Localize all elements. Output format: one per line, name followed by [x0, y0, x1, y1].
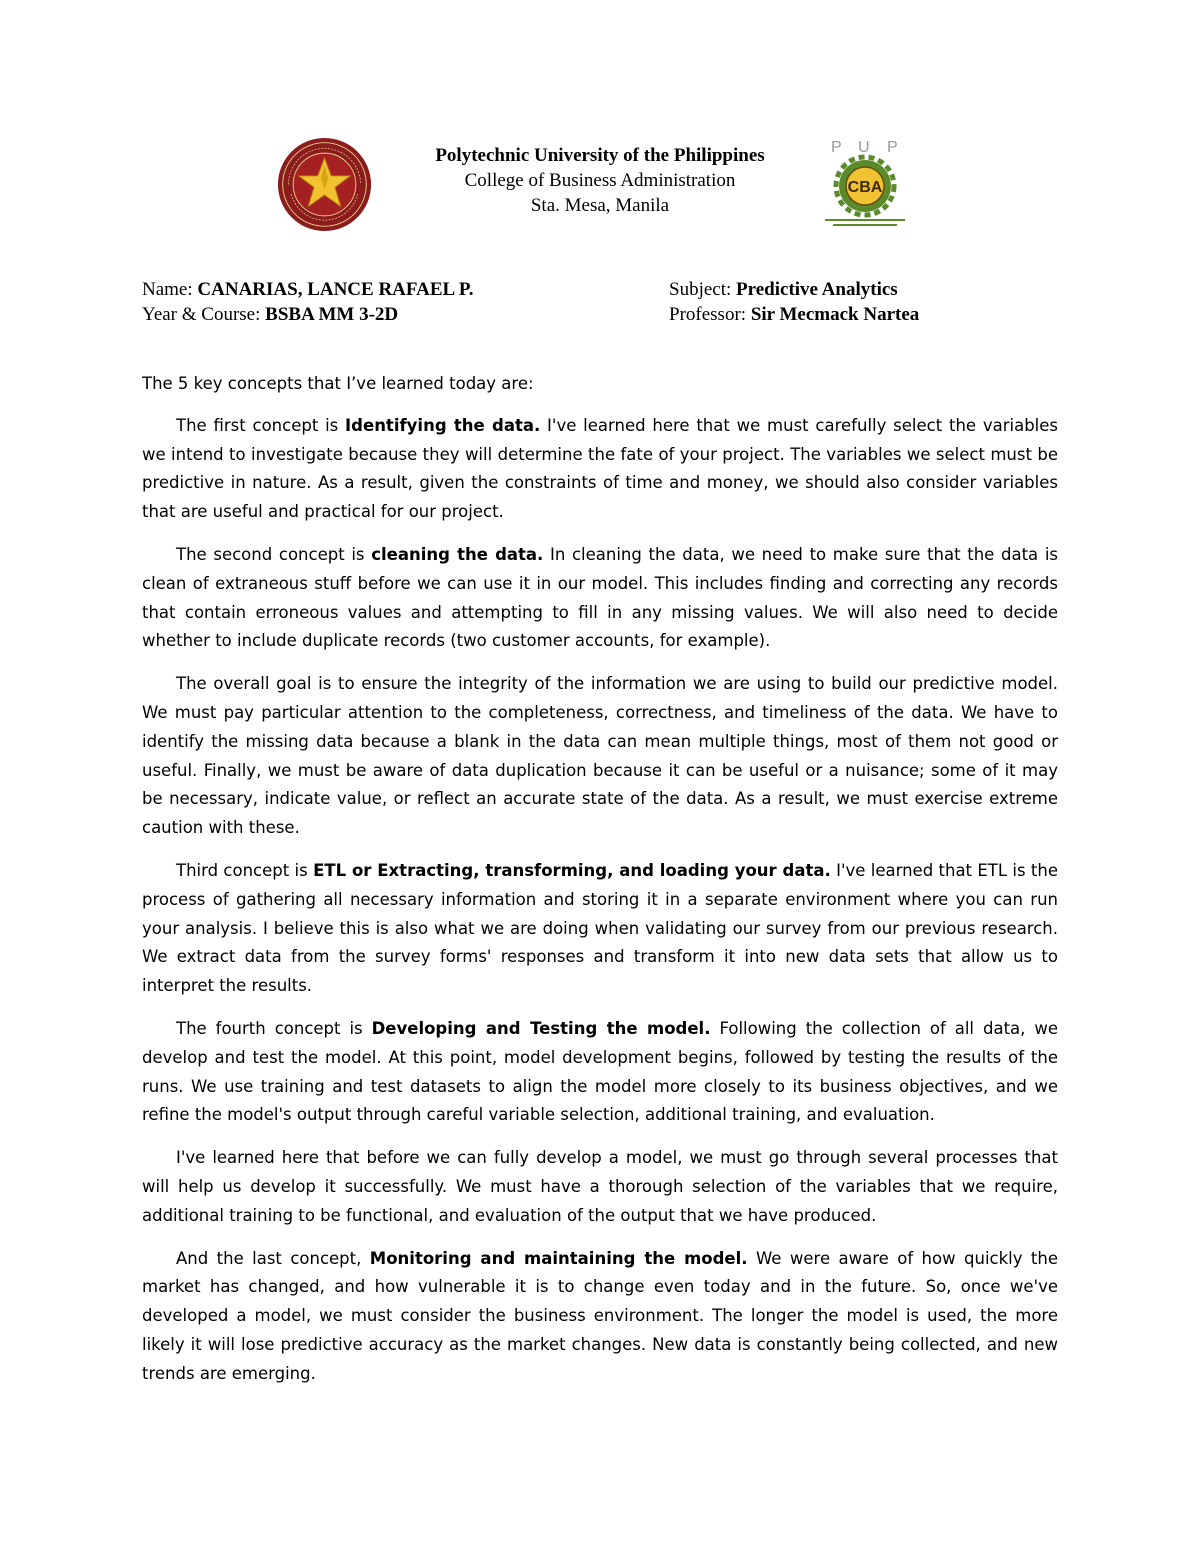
essay-body — [142, 370, 1058, 1403]
paragraph-second-concept — [142, 541, 1058, 656]
p2-concept: cleaning the data. — [371, 544, 544, 564]
p1-lead: The first concept is — [176, 415, 346, 435]
paragraph-last-concept — [142, 1245, 1058, 1389]
p2-lead: The second concept is — [176, 544, 372, 564]
intro-line: The 5 key concepts that I’ve learned today are: — [142, 374, 534, 393]
professor-line — [669, 302, 919, 327]
p1-concept: Identifying the data. — [345, 415, 541, 435]
year-course-line — [142, 302, 473, 327]
paragraph-model-processes: I've learned here that before we can fully develop a model, we must go through several processes that will help us develop it successfully. We must have a thorough selection of the variables that we require, additional training to be functional, and evaluation of the output that we have produced. — [142, 1148, 1058, 1225]
subject-label: Subject: — [669, 279, 732, 300]
year-course-value: BSBA MM 3-2D — [265, 304, 399, 325]
p5-text: Following the collection of all data, we develop and test the model. At this point, model development begins, followed by testing the results of the runs. We use training and test datasets to align the model more closely to its business objectives, and we refine the model's output through careful variable selection, additional training, and evaluation. — [142, 1018, 1059, 1125]
paragraph-third-concept — [142, 857, 1058, 1001]
p7-text: We were aware of how quickly the market has changed, and how vulnerable it is to change even today and in the future. So, once we've developed a model, we must consider the business environment. The longer the model is used, the more likely it will lose predictive accuracy as the market changes. New data is constantly being collected, and new trends are emerging. — [142, 1248, 1058, 1383]
name-line — [142, 277, 473, 302]
cba-logo — [821, 135, 909, 230]
university-name: Polytechnic University of the Philippines — [435, 145, 765, 166]
professor-value: Sir Mecmack Nartea — [750, 304, 920, 325]
subject-value: Predictive Analytics — [736, 279, 898, 300]
campus-location: Sta. Mesa, Manila — [530, 195, 670, 216]
svg-text:P: P — [831, 139, 842, 156]
p4-text: I've learned that ETL is the process of gathering all necessary information and storing it in a separate environment where you can run your analysis. I believe this is also what we are doing when validating our survey from our previous research. We extract data from the survey forms' responses and transform it into new data sets that allow us to interpret the results. — [142, 860, 1058, 996]
student-info — [142, 277, 473, 327]
year-course-label: Year & Course: — [142, 304, 261, 325]
paragraph-first-concept — [142, 412, 1058, 527]
college-name: College of Business Administration — [464, 170, 736, 191]
name-label: Name: — [142, 279, 193, 300]
p5-concept: Developing and Testing the model. — [371, 1018, 711, 1038]
professor-label: Professor: — [669, 304, 747, 325]
name-value: CANARIAS, LANCE RAFAEL P. — [197, 279, 474, 300]
p7-concept: Monitoring and maintaining the model. — [369, 1248, 748, 1268]
subject-line — [669, 277, 919, 302]
p2-text: In cleaning the data, we need to make sure that the data is clean of extraneous stuff before we can use it in our model. This includes finding and correcting any records that contain erroneous values and attempting to fill in any missing values. We will also need to decide whether to include duplicate records (two customer accounts, for example). — [142, 544, 1058, 651]
svg-text:P: P — [887, 139, 898, 156]
p5-lead: The fourth concept is — [176, 1018, 372, 1038]
svg-text:CBA: CBA — [847, 179, 883, 196]
pup-seal-logo — [277, 137, 372, 232]
p1-text: I've learned here that we must carefully select the variables we intend to investigate because they will determine the fate of your project. The variables we select must be predictive in nature. As a result, given the constraints of time and money, we should also consider variables that are useful and practical for our project. — [142, 415, 1058, 522]
paragraph-fourth-concept — [142, 1015, 1058, 1130]
p4-concept: ETL or Extracting, transforming, and loading your data. — [313, 860, 831, 880]
p7-lead: And the last concept, — [176, 1248, 370, 1268]
letterhead — [380, 143, 820, 218]
p4-lead: Third concept is — [176, 860, 314, 880]
course-info — [669, 277, 919, 327]
svg-text:U: U — [858, 139, 870, 156]
paragraph-overall-goal: The overall goal is to ensure the integrity of the information we are using to build our predictive model. We must pay particular attention to the completeness, correctness, and timeliness of the data. We have to identify the missing data because a blank in the data can mean multiple things, most of them not good or useful. Finally, we must be aware of data duplication because it can be useful or a nuisance; some of it may be necessary, indicate value, or reflect an accurate state of the data. As a result, we must exercise extreme caution with these. — [142, 674, 1058, 838]
